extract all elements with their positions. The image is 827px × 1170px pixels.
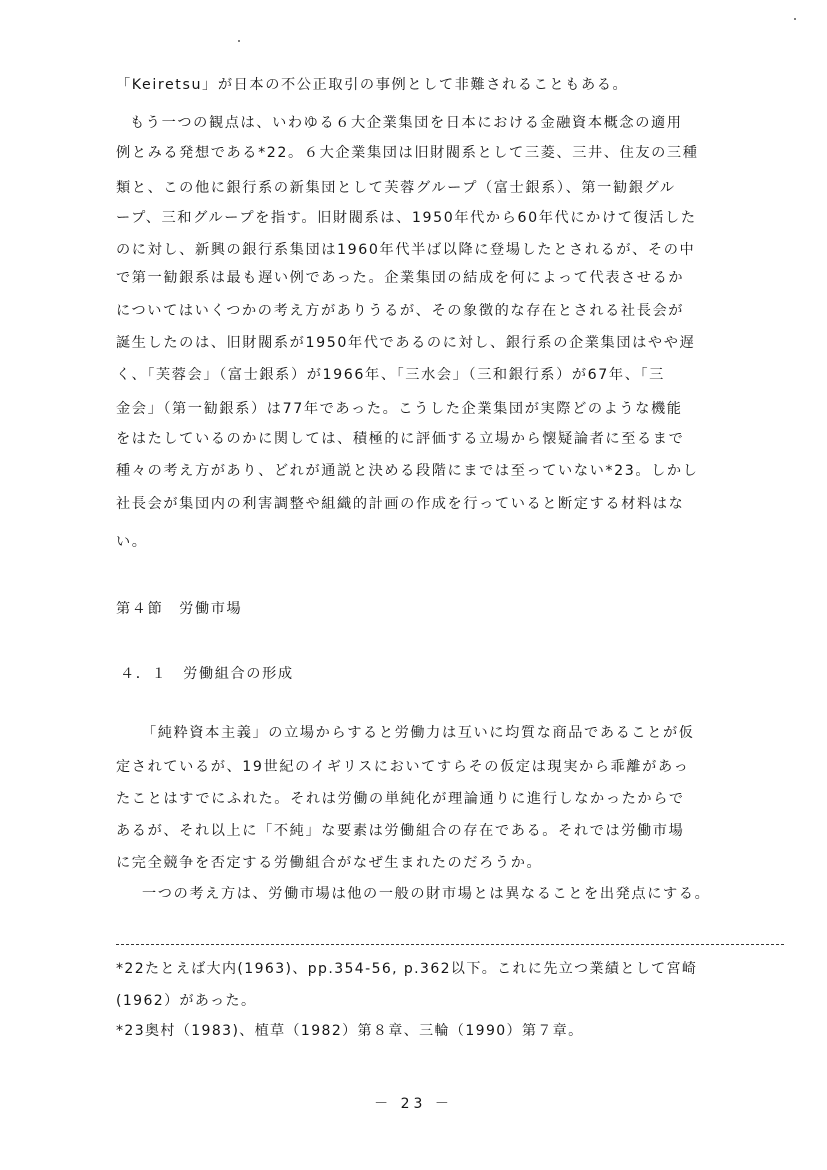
body-line: い。	[116, 534, 148, 550]
footnote-divider	[116, 944, 784, 945]
scan-speck	[238, 40, 240, 42]
scan-speck	[794, 18, 796, 20]
body-line: 種々の考え方があり、どれが通説と決める段階にまでは至っていない*23。しかし	[116, 463, 699, 479]
body-line: 誕生したのは、旧財閥系が1950年代であるのに対し、銀行系の企業集団はやや遅	[116, 335, 696, 351]
subsection-heading: ４．１ 労働組合の形成	[120, 666, 294, 682]
body-line: に完全競争を否定する労働組合がなぜ生まれたのだろうか。	[116, 855, 543, 871]
body-line: あるが、それ以上に「不純」な要素は労働組合の存在である。それでは労働市場	[116, 823, 685, 839]
body-line: 類と、この他に銀行系の新集団として芙蓉グループ（富士銀系）、第一勧銀グル	[116, 180, 676, 196]
body-line: についてはいくつかの考え方がありうるが、その象徴的な存在とされる社長会が	[116, 303, 685, 319]
body-line: く、「芙蓉会」（富士銀系）が1966年、「三水会」（三和銀行系）が67年、「三	[116, 367, 665, 383]
footnote-22: *22たとえば大内(1963)、pp.354-56, p.362以下。これに先立つ業績として宮崎	[116, 961, 698, 977]
body-line: をはたしているのかに関しては、積極的に評価する立場から懐疑論者に至るまで	[116, 431, 685, 447]
body-line: 定されているが、19世紀のイギリスにおいてすらその仮定は現実から乖離があっ	[116, 759, 690, 775]
page-number: － 23 －	[374, 1096, 453, 1112]
body-line: 「純粋資本主義」の立場からすると労働力は互いに均質な商品であることが仮	[142, 725, 695, 741]
body-line: 金会」（第一勧銀系）は77年であった。こうした企業集団が実際どのような機能	[116, 401, 683, 417]
body-line: 一つの考え方は、労働市場は他の一般の財市場とは異なることを出発点にする。	[142, 886, 711, 902]
body-line: ープ、三和グループを指す。旧財閥系は、1950年代から60年代にかけて復活した	[116, 210, 697, 226]
footnote-23: *23奥村（1983)、植草（1982）第８章、三輪（1990）第７章。	[116, 1023, 584, 1039]
body-line: 社長会が集団内の利害調整や組織的計画の作成を行っていると断定する材料はな	[116, 496, 685, 512]
body-line: 「Keiretsu」が日本の不公正取引の事例として非難されることもある。	[116, 77, 629, 93]
body-line: で第一勧銀系は最も遅い例であった。企業集団の結成を何によって代表させるか	[116, 270, 685, 286]
body-line: 例とみる発想である*22。６大企業集団は旧財閥系として三菱、三井、住友の三種	[116, 145, 699, 161]
body-line: もう一つの観点は、いわゆる６大企業集団を日本における金融資本概念の適用	[130, 115, 683, 131]
footnote-22-continued: (1962）があった。	[116, 993, 257, 1009]
section-heading: 第４節 労働市場	[116, 601, 243, 617]
body-line: たことはすでにふれた。それは労働の単純化が理論通りに進行しなかったからで	[116, 791, 685, 807]
body-line: のに対し、新興の銀行系集団は1960年代半ば以降に登場したとされるが、その中	[116, 242, 696, 258]
